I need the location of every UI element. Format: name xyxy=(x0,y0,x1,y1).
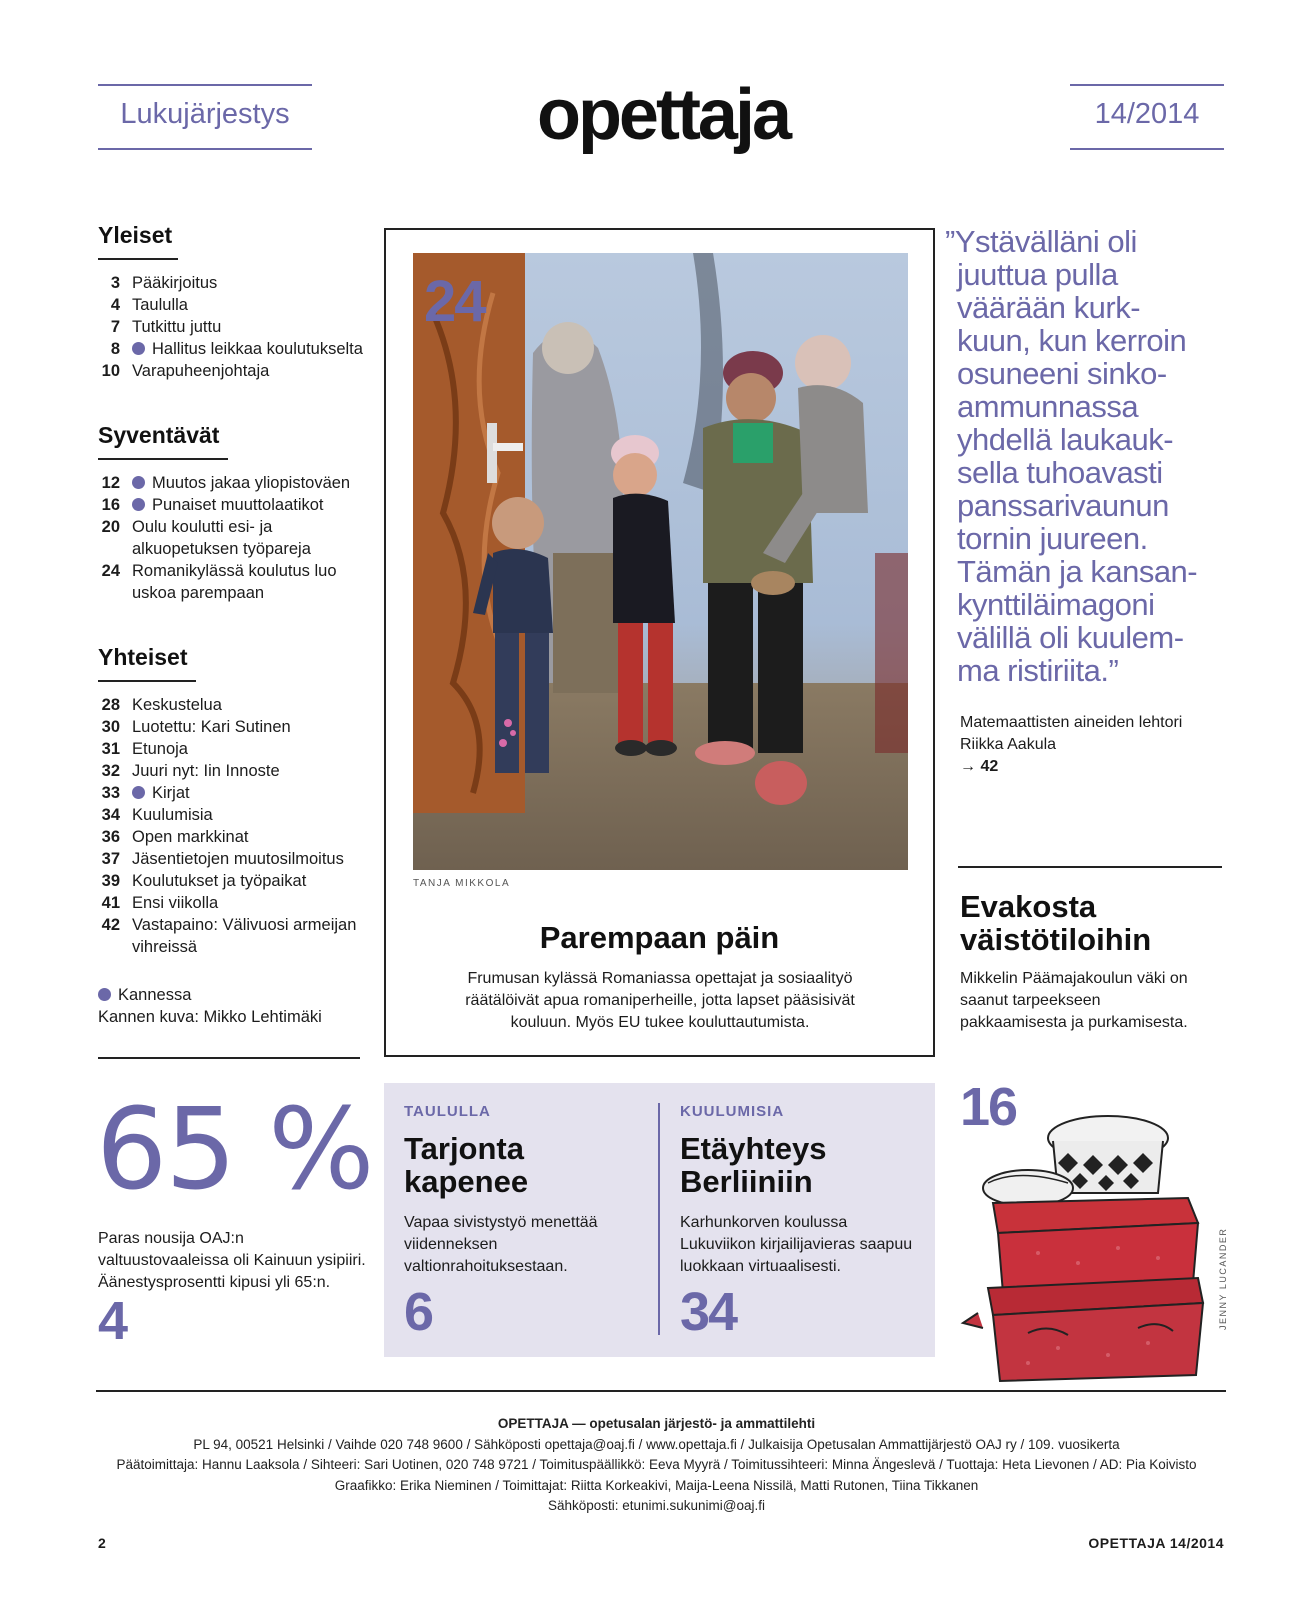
header-rule-right-bottom xyxy=(1070,148,1224,150)
quote-line: välillä oli kuulem- xyxy=(957,620,1184,655)
cover-dot-icon xyxy=(132,342,145,355)
toc-item xyxy=(98,338,373,360)
toc-item-label: Keskustelua xyxy=(132,696,222,714)
evakosta-title: Evakosta väistötiloihin xyxy=(960,889,1152,957)
toc-item-page: 36 xyxy=(101,828,120,846)
divider xyxy=(958,866,1222,868)
news-label: KUULUMISIA xyxy=(680,1103,785,1120)
toc-item xyxy=(98,316,373,338)
toc-item xyxy=(98,360,373,382)
toc-item-label: Vastapaino: Välivuosi armeijan vihreissä xyxy=(132,916,357,956)
toc-item-label: Open markkinat xyxy=(132,828,249,846)
toc-item-label: Pääkirjoitus xyxy=(132,274,218,292)
toc-item-label: Taululla xyxy=(132,296,188,314)
toc-item-label: Ensi viikolla xyxy=(132,894,219,912)
toc-item-page: 12 xyxy=(101,474,120,492)
toc-item xyxy=(98,272,373,294)
colophon-address: PL 94, 00521 Helsinki / Vaihde 020 748 9600 / Sähköposti opettaja@oaj.fi / www.opettaja.fi / Julkaisija Opetusalan Ammattijärjestö OAJ ry / 109. vuosikerta xyxy=(193,1436,1120,1452)
evakosta-text: Mikkelin Päämajakoulun väki on saanut tarpeekseen pakkaamisesta ja purkamisesta. xyxy=(960,970,1188,1031)
toc-item-page: 41 xyxy=(101,894,120,912)
quote-line: kuun, kun kerroin xyxy=(957,323,1187,358)
quote-line: yhdellä laukauk- xyxy=(957,422,1174,457)
news-title: Etäyhteys Berliiniin xyxy=(680,1131,827,1199)
toc-item-label: Punaiset muuttolaatikot xyxy=(152,496,324,514)
toc-item-label: Luotettu: Kari Sutinen xyxy=(132,718,291,736)
feature-photo xyxy=(413,253,908,870)
toc-item-label: Varapuheenjohtaja xyxy=(132,362,270,380)
divider xyxy=(98,1057,360,1059)
news-text: Karhunkorven koulussa Lukuviikon kirjailijavieras saapuu luokkaan virtuaalisesti. xyxy=(680,1214,913,1275)
toc-item xyxy=(98,782,373,804)
toc-item xyxy=(98,472,373,494)
toc-list-syventavat xyxy=(98,472,373,604)
toc-item-label: Kirjat xyxy=(152,784,190,802)
toc-item-page: 4 xyxy=(110,296,120,314)
toc-item xyxy=(98,294,373,316)
toc-item xyxy=(98,892,373,914)
toc-list-yleiset xyxy=(98,272,373,382)
toc-item xyxy=(98,516,373,560)
issue-number: 14/2014 xyxy=(1094,98,1200,130)
toc-item xyxy=(98,716,373,738)
toc-item-page: 3 xyxy=(110,274,120,292)
cover-dot-icon xyxy=(132,786,145,799)
header-rule-left-bottom xyxy=(98,148,312,150)
colophon xyxy=(60,1414,1253,1517)
toc-item-page: 33 xyxy=(101,784,120,802)
news-title: Tarjonta kapenee xyxy=(404,1131,529,1199)
colophon-email: Sähköposti: etunimi.sukunimi@oaj.fi xyxy=(547,1498,766,1513)
toc-heading-yleiset: Yleiset xyxy=(98,222,173,248)
toc-item-page: 32 xyxy=(101,762,120,780)
toc-item-label: Koulutukset ja työpaikat xyxy=(132,872,307,890)
news-text: Vapaa sivistystyö menettää viidenneksen valtionrahoituksestaan. xyxy=(404,1214,598,1275)
toc-item xyxy=(98,494,373,516)
toc-item xyxy=(98,914,373,958)
footer-divider xyxy=(96,1390,1226,1392)
cover-dot-icon xyxy=(132,476,145,489)
news-divider xyxy=(658,1103,660,1335)
toc-item-label: Jäsentietojen muutosilmoitus xyxy=(132,850,344,868)
quote-source: Matemaattisten aineiden lehtori Riikka Aakula xyxy=(960,714,1183,753)
toc-item xyxy=(98,560,373,604)
header-rule-left-top xyxy=(98,84,312,86)
quote-line: väärään kurk- xyxy=(957,290,1141,325)
toc-item-page: 10 xyxy=(101,362,120,380)
colophon-editors: Graafikko: Erika Nieminen / Toimittajat: Riitta Korkeakivi, Maija-Leena Nissilä, Matti Rutonen, Tiina Tikkanen xyxy=(334,1477,979,1493)
quote-line: ammunnassa xyxy=(957,389,1139,424)
toc-item xyxy=(98,694,373,716)
toc-item-page: 20 xyxy=(101,518,120,536)
feature-text: Frumusan kylässä Romaniassa opettajat ja sosiaalityö räätälöivät apua romaniperheille, jotta lapset pääsisivät kouluun. Myös EU tukee kouluttautumista. xyxy=(465,970,855,1031)
feature-title: Parempaan päin xyxy=(539,920,780,955)
news-page-number: 34 xyxy=(680,1282,737,1342)
stat-page-number: 4 xyxy=(98,1291,127,1351)
quote-line: kynttiläimagoni xyxy=(957,587,1155,622)
toc-item xyxy=(98,826,373,848)
quote-line: juuttua pulla xyxy=(957,257,1118,292)
cover-note xyxy=(98,984,322,1028)
colophon-staff: Päätoimittaja: Hannu Laaksola / Sihteeri: Sari Uotinen, 020 748 9721 / Toimituspäällikkö: Eeva Myyrä / Toimitussihteeri: Minna Ängeslevä / Tuottaja: Heta Lievonen / AD: Pia Koivisto xyxy=(116,1457,1197,1472)
toc-item-page: 7 xyxy=(110,318,120,336)
news-label: TAULULLA xyxy=(404,1103,491,1120)
quote-line: Tämän ja kansan- xyxy=(957,554,1198,589)
news-page-number: 6 xyxy=(404,1282,433,1342)
quote-line: ”Ystävälläni oli xyxy=(945,224,1137,259)
quote-page-ref: → 42 xyxy=(960,758,999,775)
news-item-taululla xyxy=(404,1083,644,1342)
toc-item-page: 42 xyxy=(101,916,120,934)
cover-dot-icon xyxy=(98,988,111,1001)
toc-item-label: Kuulumisia xyxy=(132,806,213,824)
toc-heading-rule xyxy=(98,458,228,460)
cover-photo-credit: Kannen kuva: Mikko Lehtimäki xyxy=(98,1008,322,1026)
toc-item-page: 31 xyxy=(101,740,120,758)
toc-item xyxy=(98,738,373,760)
illustration-credit: JENNY LUCANDER xyxy=(1218,1227,1228,1330)
header-rule-right-top xyxy=(1070,84,1224,86)
quote-line: panssarivaunun xyxy=(957,488,1169,523)
stat-text: Paras nousija OAJ:n valtuustovaaleissa oli Kainuun ysipiiri. Äänestysprosentti kipusi yli 65:n. xyxy=(98,1230,366,1291)
toc-item-label: Hallitus leikkaa koulutukselta xyxy=(152,340,363,358)
toc-item xyxy=(98,804,373,826)
toc-item-page: 28 xyxy=(101,696,120,714)
magazine-logo: opettaja xyxy=(536,75,790,155)
illustration-page-number: 16 xyxy=(960,1077,1017,1137)
toc-item-page: 37 xyxy=(101,850,120,868)
toc-item-label: Oulu koulutti esi- ja alkuopetuksen työpareja xyxy=(132,518,311,558)
toc-heading-rule xyxy=(98,680,196,682)
toc-item-label: Etunoja xyxy=(132,740,188,758)
toc-item-label: Juuri nyt: Iin Innoste xyxy=(132,762,280,780)
toc-list-yhteiset xyxy=(98,694,373,958)
toc-item-label: Tutkittu juttu xyxy=(132,318,222,336)
quote-line: ma ristiriita.” xyxy=(957,653,1119,688)
toc-item-page: 24 xyxy=(101,562,120,580)
feature-page-number: 24 xyxy=(424,269,485,334)
toc-item-page: 8 xyxy=(110,340,120,358)
cover-dot-icon xyxy=(132,498,145,511)
toc-item-page: 30 xyxy=(101,718,120,736)
toc-item-page: 34 xyxy=(101,806,120,824)
section-label: Lukujärjestys xyxy=(120,98,290,130)
children-photo-illustration xyxy=(413,253,908,870)
toc-item xyxy=(98,870,373,892)
quote-line: tornin juureen. xyxy=(957,521,1148,556)
quote-line: osuneeni sinko- xyxy=(957,356,1167,391)
toc-item-page: 39 xyxy=(101,872,120,890)
colophon-title: OPETTAJA — opetusalan järjestö- ja ammattilehti xyxy=(497,1416,816,1431)
toc-item xyxy=(98,760,373,782)
toc-item-label: Romanikylässä koulutus luo uskoa parempaan xyxy=(132,562,337,602)
toc-item xyxy=(98,848,373,870)
toc-heading-rule xyxy=(98,258,178,260)
quote-line: sella tuhoavasti xyxy=(957,455,1163,490)
toc-item-label: Muutos jakaa yliopistoväen xyxy=(152,474,351,492)
toc-item-page: 16 xyxy=(101,496,120,514)
toc-heading-yhteiset: Yhteiset xyxy=(98,644,188,670)
news-item-kuulumisia xyxy=(680,1083,920,1342)
cover-label: Kannessa xyxy=(118,986,192,1004)
news-box xyxy=(384,1083,935,1357)
stat-value: 65 % xyxy=(96,1085,373,1215)
pull-quote xyxy=(945,225,1255,687)
photo-credit: TANJA MIKKOLA xyxy=(413,878,511,889)
page-number-left: 2 xyxy=(98,1535,106,1551)
toc-heading-syventavat: Syventävät xyxy=(98,422,220,448)
page-footer-right: OPETTAJA 14/2014 xyxy=(1088,1535,1224,1551)
